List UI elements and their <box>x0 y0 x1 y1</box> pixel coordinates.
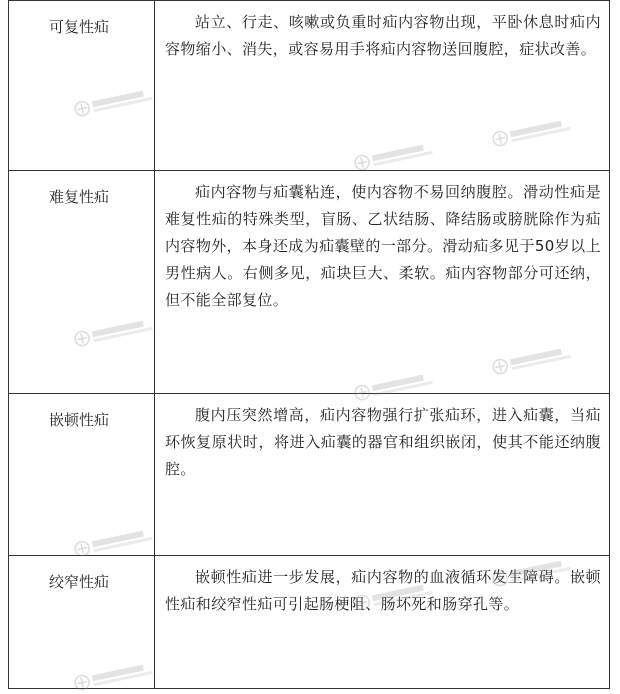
hernia-type-description: 嵌顿性疝进一步发展，疝内容物的血液循环发生障碍。嵌顿性疝和绞窄性疝可引起肠梗阻、肠坏死和肠穿孔等。 <box>165 568 601 613</box>
description-cell <box>155 556 610 689</box>
table-row <box>9 556 610 689</box>
hernia-types-table <box>8 0 610 689</box>
type-cell <box>9 171 155 394</box>
type-cell <box>9 556 155 689</box>
hernia-type-description: 站立、行走、咳嗽或负重时疝内容物出现，平卧休息时疝内容物缩小、消失，或容易用手将疝内容物送回腹腔，症状改善。 <box>165 13 601 58</box>
hernia-type-label: 可复性疝 <box>49 18 110 36</box>
description-cell <box>155 1 610 171</box>
description-cell <box>155 394 610 556</box>
hernia-type-description: 腹内压突然增高，疝内容物强行扩张疝环，进入疝囊，当疝环恢复原状时，将进入疝囊的器官和组织嵌闭，使其不能还纳腹腔。 <box>165 406 601 478</box>
description-cell <box>155 171 610 394</box>
hernia-type-label: 绞窄性疝 <box>49 573 110 591</box>
type-cell <box>9 394 155 556</box>
table-row <box>9 171 610 394</box>
hernia-type-label: 难复性疝 <box>49 188 110 206</box>
hernia-type-description: 疝内容物与疝囊粘连，使内容物不易回纳腹腔。滑动性疝是难复性疝的特殊类型，盲肠、乙状结肠、降结肠或膀胱除作为疝内容物外，本身还成为疝囊壁的一部分。滑动疝多见于50岁以上男性病人。右侧多见，疝块巨大、柔软。疝内容物部分可还纳，但不能全部复位。 <box>165 183 601 309</box>
table-row <box>9 1 610 171</box>
table-row <box>9 394 610 556</box>
hernia-type-label: 嵌顿性疝 <box>49 411 110 429</box>
type-cell <box>9 1 155 171</box>
